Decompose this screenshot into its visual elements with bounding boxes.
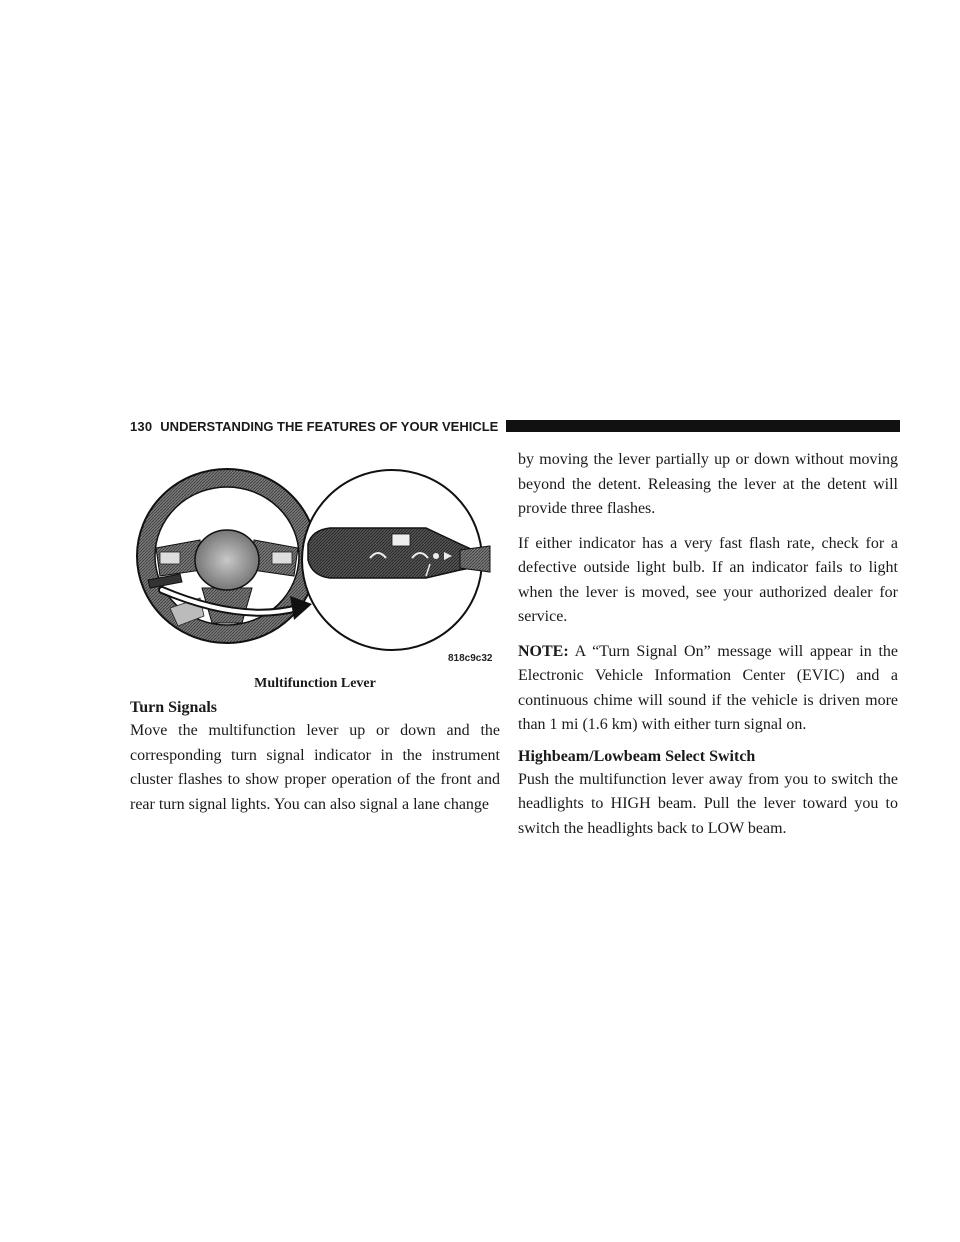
steering-wheel-illustration bbox=[130, 448, 500, 673]
figure-caption: Multifunction Lever bbox=[254, 676, 376, 691]
left-column bbox=[130, 697, 500, 817]
multifunction-lever-figure bbox=[130, 448, 500, 673]
section-title: UNDERSTANDING THE FEATURES OF YOUR VEHICLE bbox=[160, 418, 499, 434]
turn-signals-paragraph: Move the multifunction lever up or down and the corresponding turn signal indicator in the instrument cluster flashes to show proper operation of the front and rear turn signal lights. You can also signal a lane change bbox=[130, 722, 500, 813]
turn-signals-heading: Turn Signals bbox=[130, 699, 218, 716]
note-paragraph bbox=[518, 640, 898, 738]
right-column bbox=[518, 448, 898, 841]
figure-code: 818c9c32 bbox=[448, 653, 493, 664]
page-number: 130 bbox=[130, 418, 153, 434]
paragraph-flash-rate: If either indicator has a very fast flash rate, check for a defective outside light bulb. If an indicator fails to light when the lever is moved, see your authorized dealer for service. bbox=[518, 534, 898, 625]
note-text: A “Turn Signal On” message will appear in the Electronic Vehicle Information Center (EVIC) and a continuous chime will sound if the vehicle is driven more than 1 mi (1.6 km) with either turn signal on. bbox=[518, 642, 898, 733]
note-label: NOTE: bbox=[518, 642, 569, 660]
page-header bbox=[130, 417, 900, 435]
steering-hub bbox=[195, 530, 259, 590]
paragraph-continuation: by moving the lever partially up or down without moving beyond the detent. Releasing the lever at the detent will provide three flashes. bbox=[518, 451, 898, 517]
highbeam-paragraph: Push the multifunction lever away from you to switch the headlights to HIGH beam. Pull the lever toward you to switch the headlights back to LOW beam. bbox=[518, 770, 898, 837]
highbeam-heading: Highbeam/Lowbeam Select Switch bbox=[518, 747, 756, 765]
header-rule bbox=[506, 420, 900, 432]
